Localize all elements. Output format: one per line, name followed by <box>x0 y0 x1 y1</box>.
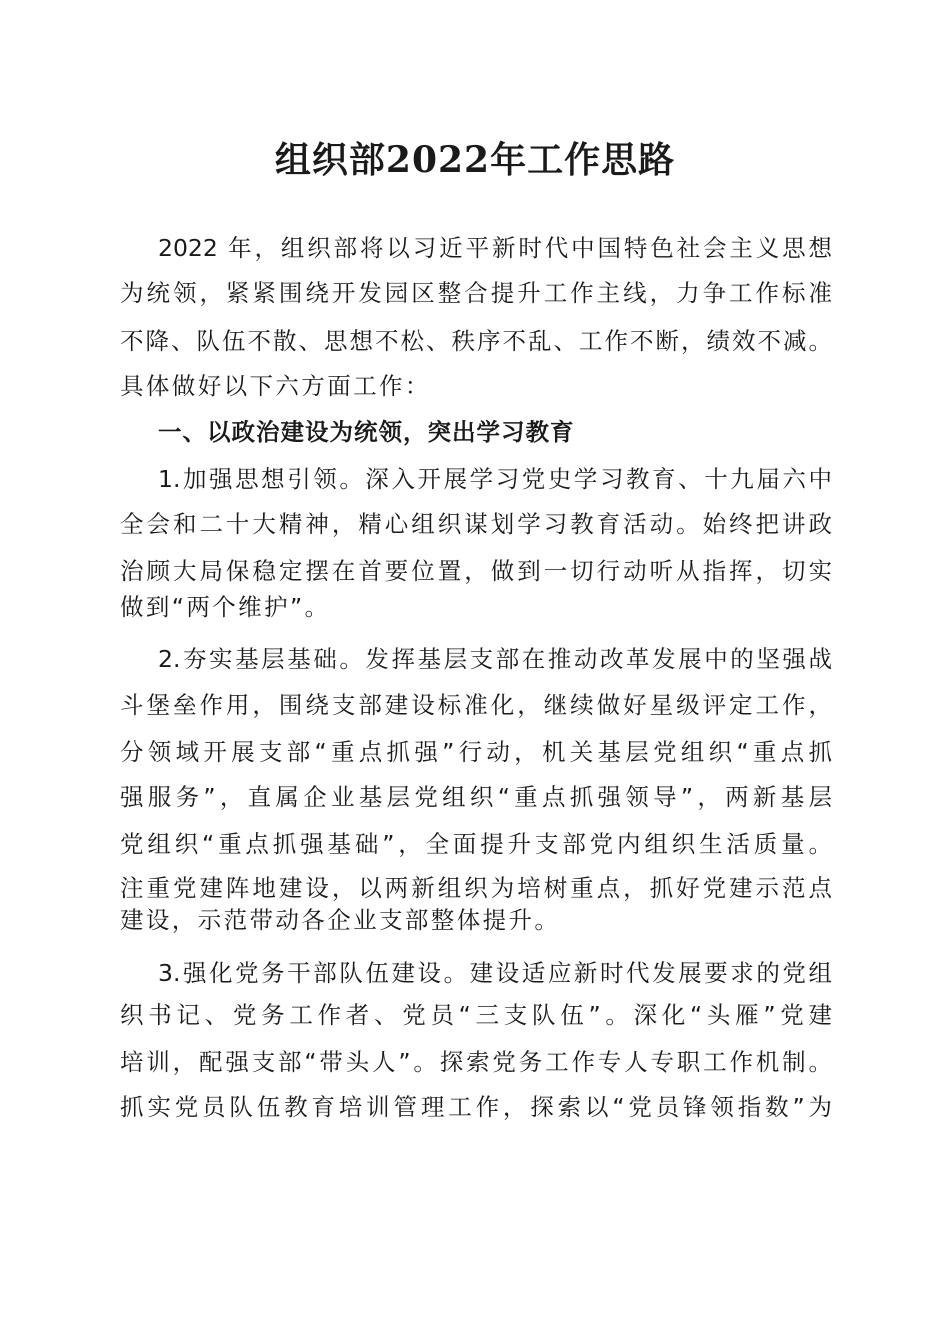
document-title: 组织部2022年工作思路 <box>274 139 676 181</box>
text-line: 织书记、党务工作者、党员“三支队伍”。深化“头雁”党建 <box>120 1001 832 1029</box>
text-line: 强服务”，直属企业基层党组织“重点抓强领导”，两新基层 <box>120 783 832 811</box>
text-line: 2022 年，组织部将以习近平新时代中国特色社会主义思想 <box>158 234 832 262</box>
text-line: 不降、队伍不散、思想不松、秩序不乱、工作不断，绩效不减。 <box>120 327 832 355</box>
text-line: 抓实党员队伍教育培训管理工作，探索以“党员锋领指数”为 <box>120 1093 832 1121</box>
text-line: 为统领，紧紧围绕开发园区整合提升工作主线，力争工作标准 <box>120 279 832 307</box>
text-line: 做到“两个维护”。 <box>120 593 331 621</box>
section-heading: 一、以政治建设为统领，突出学习教育 <box>158 418 575 446</box>
text-line: 全会和二十大精神，精心组织谋划学习教育活动。始终把讲政 <box>120 510 832 538</box>
text-line: 具体做好以下六方面工作： <box>120 372 431 400</box>
text-line: 建设，示范带动各企业支部整体提升。 <box>120 906 561 934</box>
text-line: 治顾大局保稳定摆在首要位置，做到一切行动听从指挥，切实 <box>120 557 832 585</box>
text-line: 3.强化党务干部队伍建设。建设适应新时代发展要求的党组 <box>158 959 832 987</box>
text-line: 斗堡垒作用，围绕支部建设标准化，继续做好星级评定工作， <box>120 691 832 719</box>
text-line: 注重党建阵地建设，以两新组织为培树重点，抓好党建示范点 <box>120 874 832 902</box>
text-line: 分领域开展支部“重点抓强”行动，机关基层党组织“重点抓 <box>120 738 832 766</box>
text-line: 2.夯实基层基础。发挥基层支部在推动改革发展中的坚强战 <box>158 645 832 673</box>
text-line: 培训，配强支部“带头人”。探索党务工作专人专职工作机制。 <box>120 1048 832 1076</box>
text-line: 党组织“重点抓强基础”，全面提升支部党内组织生活质量。 <box>120 830 832 858</box>
text-line: 1.加强思想引领。深入开展学习党史学习教育、十九届六中 <box>158 465 832 493</box>
